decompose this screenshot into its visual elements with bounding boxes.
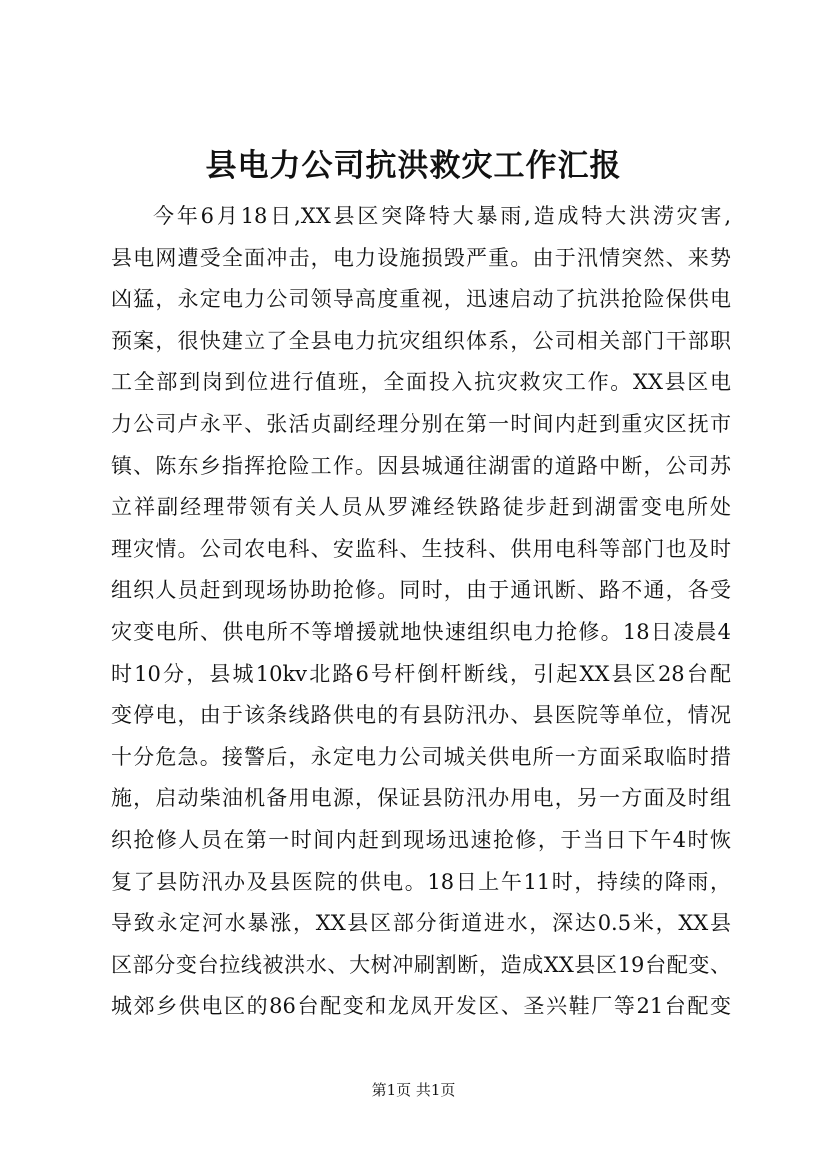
body-line: 导致永定河水暴涨，XX县区部分街道进水，深达0.5米，XX县 bbox=[111, 911, 731, 936]
body-line: 灾变电所、供电所不等增援就地快速组织电力抢修。18日凌晨4 bbox=[111, 619, 731, 644]
body-line: 城郊乡供电区的86台配变和龙凤开发区、圣兴鞋厂等21台配变 bbox=[111, 994, 731, 1019]
body-line: 立祥副经理带领有关人员从罗滩经铁路徒步赶到湖雷变电所处 bbox=[111, 495, 731, 520]
body-line: 今年6月18日,XX县区突降特大暴雨,造成特大洪涝灾害, bbox=[153, 204, 731, 228]
body-line: 区部分变台拉线被洪水、大树冲刷割断，造成XX县区19台配变、 bbox=[111, 952, 731, 977]
body-line: 力公司卢永平、张活贞副经理分别在第一时间内赶到重灾区抚市 bbox=[111, 411, 731, 436]
body-line: 工全部到岗到位进行值班，全面投入抗灾救灾工作。XX县区电 bbox=[111, 370, 731, 395]
body-line: 复了县防汛办及县医院的供电。18日上午11时，持续的降雨， bbox=[111, 869, 731, 894]
body-line: 织抢修人员在第一时间内赶到现场迅速抢修，于当日下午4时恢 bbox=[111, 827, 731, 852]
body-line: 县电网遭受全面冲击，电力设施损毁严重。由于汛情突然、来势 bbox=[111, 245, 731, 270]
body-line: 组织人员赶到现场协助抢修。同时，由于通讯断、路不通，各受 bbox=[111, 578, 731, 603]
body-line: 理灾情。公司农电科、安监科、生技科、供用电科等部门也及时 bbox=[111, 536, 731, 561]
document-body bbox=[111, 196, 731, 1028]
body-line: 施，启动柴油机备用电源，保证县防汛办用电，另一方面及时组 bbox=[111, 786, 731, 811]
document-title: 县电力公司抗洪救灾工作汇报 bbox=[205, 148, 622, 184]
body-line: 十分危急。接警后，永定电力公司城关供电所一方面采取临时措 bbox=[111, 744, 731, 769]
body-line: 预案，很快建立了全县电力抗灾组织体系，公司相关部门干部职 bbox=[111, 328, 731, 353]
body-line: 凶猛，永定电力公司领导高度重视，迅速启动了抗洪抢险保供电 bbox=[111, 287, 731, 312]
body-line: 镇、陈东乡指挥抢险工作。因县城通往湖雷的道路中断，公司苏 bbox=[111, 453, 731, 478]
page-number-footer: 第1页 共1页 bbox=[371, 1081, 456, 1099]
body-line: 时10分，县城10kv北路6号杆倒杆断线，引起XX县区28台配 bbox=[111, 661, 731, 686]
body-line: 变停电，由于该条线路供电的有县防汛办、县医院等单位，情况 bbox=[111, 703, 731, 728]
